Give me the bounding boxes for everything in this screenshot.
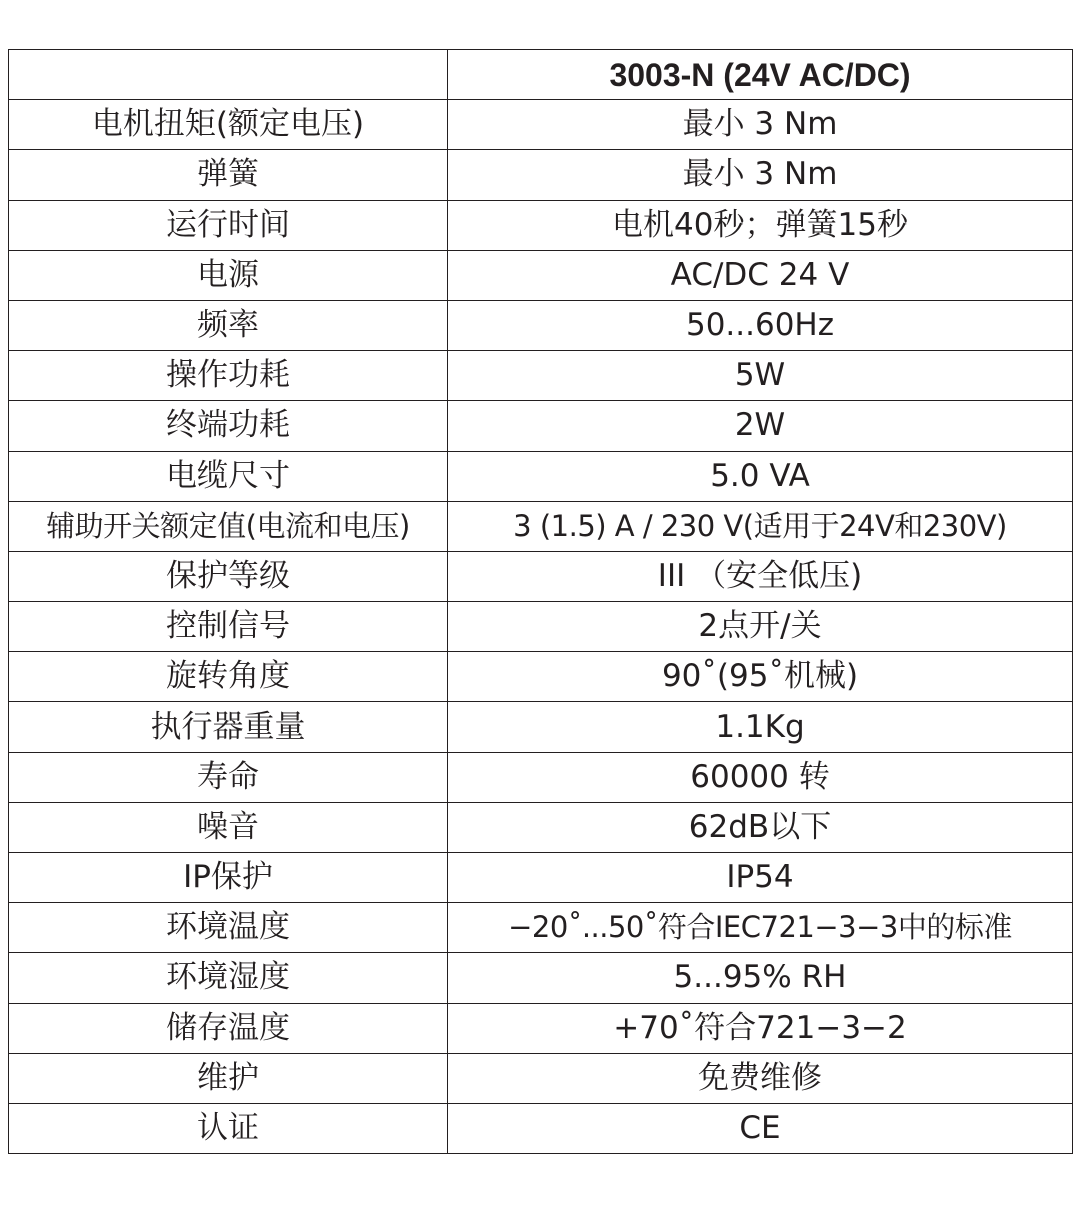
- row-value: 5.0 VA: [448, 451, 1073, 501]
- table-row: [9, 953, 1073, 1003]
- row-value: 60000 转: [448, 752, 1073, 802]
- row-value: 50...60Hz: [448, 300, 1073, 350]
- row-label: 控制信号: [9, 602, 448, 652]
- row-value: III （安全低压): [448, 551, 1073, 601]
- row-value: +70˚符合721−3−2: [448, 1003, 1073, 1053]
- table-row: [9, 551, 1073, 601]
- row-label: 辅助开关额定值(电流和电压): [9, 501, 448, 551]
- table-row: [9, 702, 1073, 752]
- header-corner-cell: [9, 50, 448, 100]
- row-label: 电缆尺寸: [9, 451, 448, 501]
- row-label: 执行器重量: [9, 702, 448, 752]
- row-value: 2W: [448, 401, 1073, 451]
- table-row: [9, 652, 1073, 702]
- row-label: IP保护: [9, 853, 448, 903]
- row-label: 保护等级: [9, 551, 448, 601]
- row-label: 储存温度: [9, 1003, 448, 1053]
- row-value: 2点开/关: [448, 602, 1073, 652]
- table-row: [9, 602, 1073, 652]
- row-value: 最小 3 Nm: [448, 100, 1073, 150]
- row-label: 弹簧: [9, 150, 448, 200]
- row-value: 3 (1.5) A / 230 V(适用于24V和230V): [448, 501, 1073, 551]
- table-row: [9, 1103, 1073, 1153]
- row-label: 环境温度: [9, 903, 448, 953]
- table-row: [9, 200, 1073, 250]
- row-label: 噪音: [9, 802, 448, 852]
- row-label: 认证: [9, 1103, 448, 1153]
- row-label: 寿命: [9, 752, 448, 802]
- table-row: [9, 903, 1073, 953]
- model-header-cell: 3003-N (24V AC/DC): [448, 50, 1073, 100]
- row-label: 终端功耗: [9, 401, 448, 451]
- row-label: 旋转角度: [9, 652, 448, 702]
- row-value: AC/DC 24 V: [448, 250, 1073, 300]
- row-value: 62dB以下: [448, 802, 1073, 852]
- row-label: 操作功耗: [9, 351, 448, 401]
- row-label: 电机扭矩(额定电压): [9, 100, 448, 150]
- table-row: [9, 451, 1073, 501]
- row-value: 最小 3 Nm: [448, 150, 1073, 200]
- table-row: [9, 250, 1073, 300]
- row-label: 维护: [9, 1053, 448, 1103]
- row-value: −20˚...50˚符合IEC721−3−3中的标准: [448, 903, 1073, 953]
- row-value: IP54: [448, 853, 1073, 903]
- table-row: [9, 802, 1073, 852]
- table-row: [9, 1003, 1073, 1053]
- row-value: 5W: [448, 351, 1073, 401]
- row-label: 电源: [9, 250, 448, 300]
- row-value: 免费维修: [448, 1053, 1073, 1103]
- row-value: 1.1Kg: [448, 702, 1073, 752]
- row-label: 频率: [9, 300, 448, 350]
- table-row: [9, 351, 1073, 401]
- row-value: 5...95% RH: [448, 953, 1073, 1003]
- table-row: [9, 300, 1073, 350]
- row-value: CE: [448, 1103, 1073, 1153]
- spec-table: [8, 49, 1073, 1154]
- row-label: 运行时间: [9, 200, 448, 250]
- table-row: [9, 1053, 1073, 1103]
- table-header-row: [9, 50, 1073, 100]
- table-row: [9, 150, 1073, 200]
- row-label: 环境湿度: [9, 953, 448, 1003]
- table-row: [9, 401, 1073, 451]
- row-value: 电机40秒；弹簧15秒: [448, 200, 1073, 250]
- table-row: [9, 752, 1073, 802]
- table-row: [9, 100, 1073, 150]
- table-row: [9, 501, 1073, 551]
- row-value: 90˚(95˚机械): [448, 652, 1073, 702]
- table-row: [9, 853, 1073, 903]
